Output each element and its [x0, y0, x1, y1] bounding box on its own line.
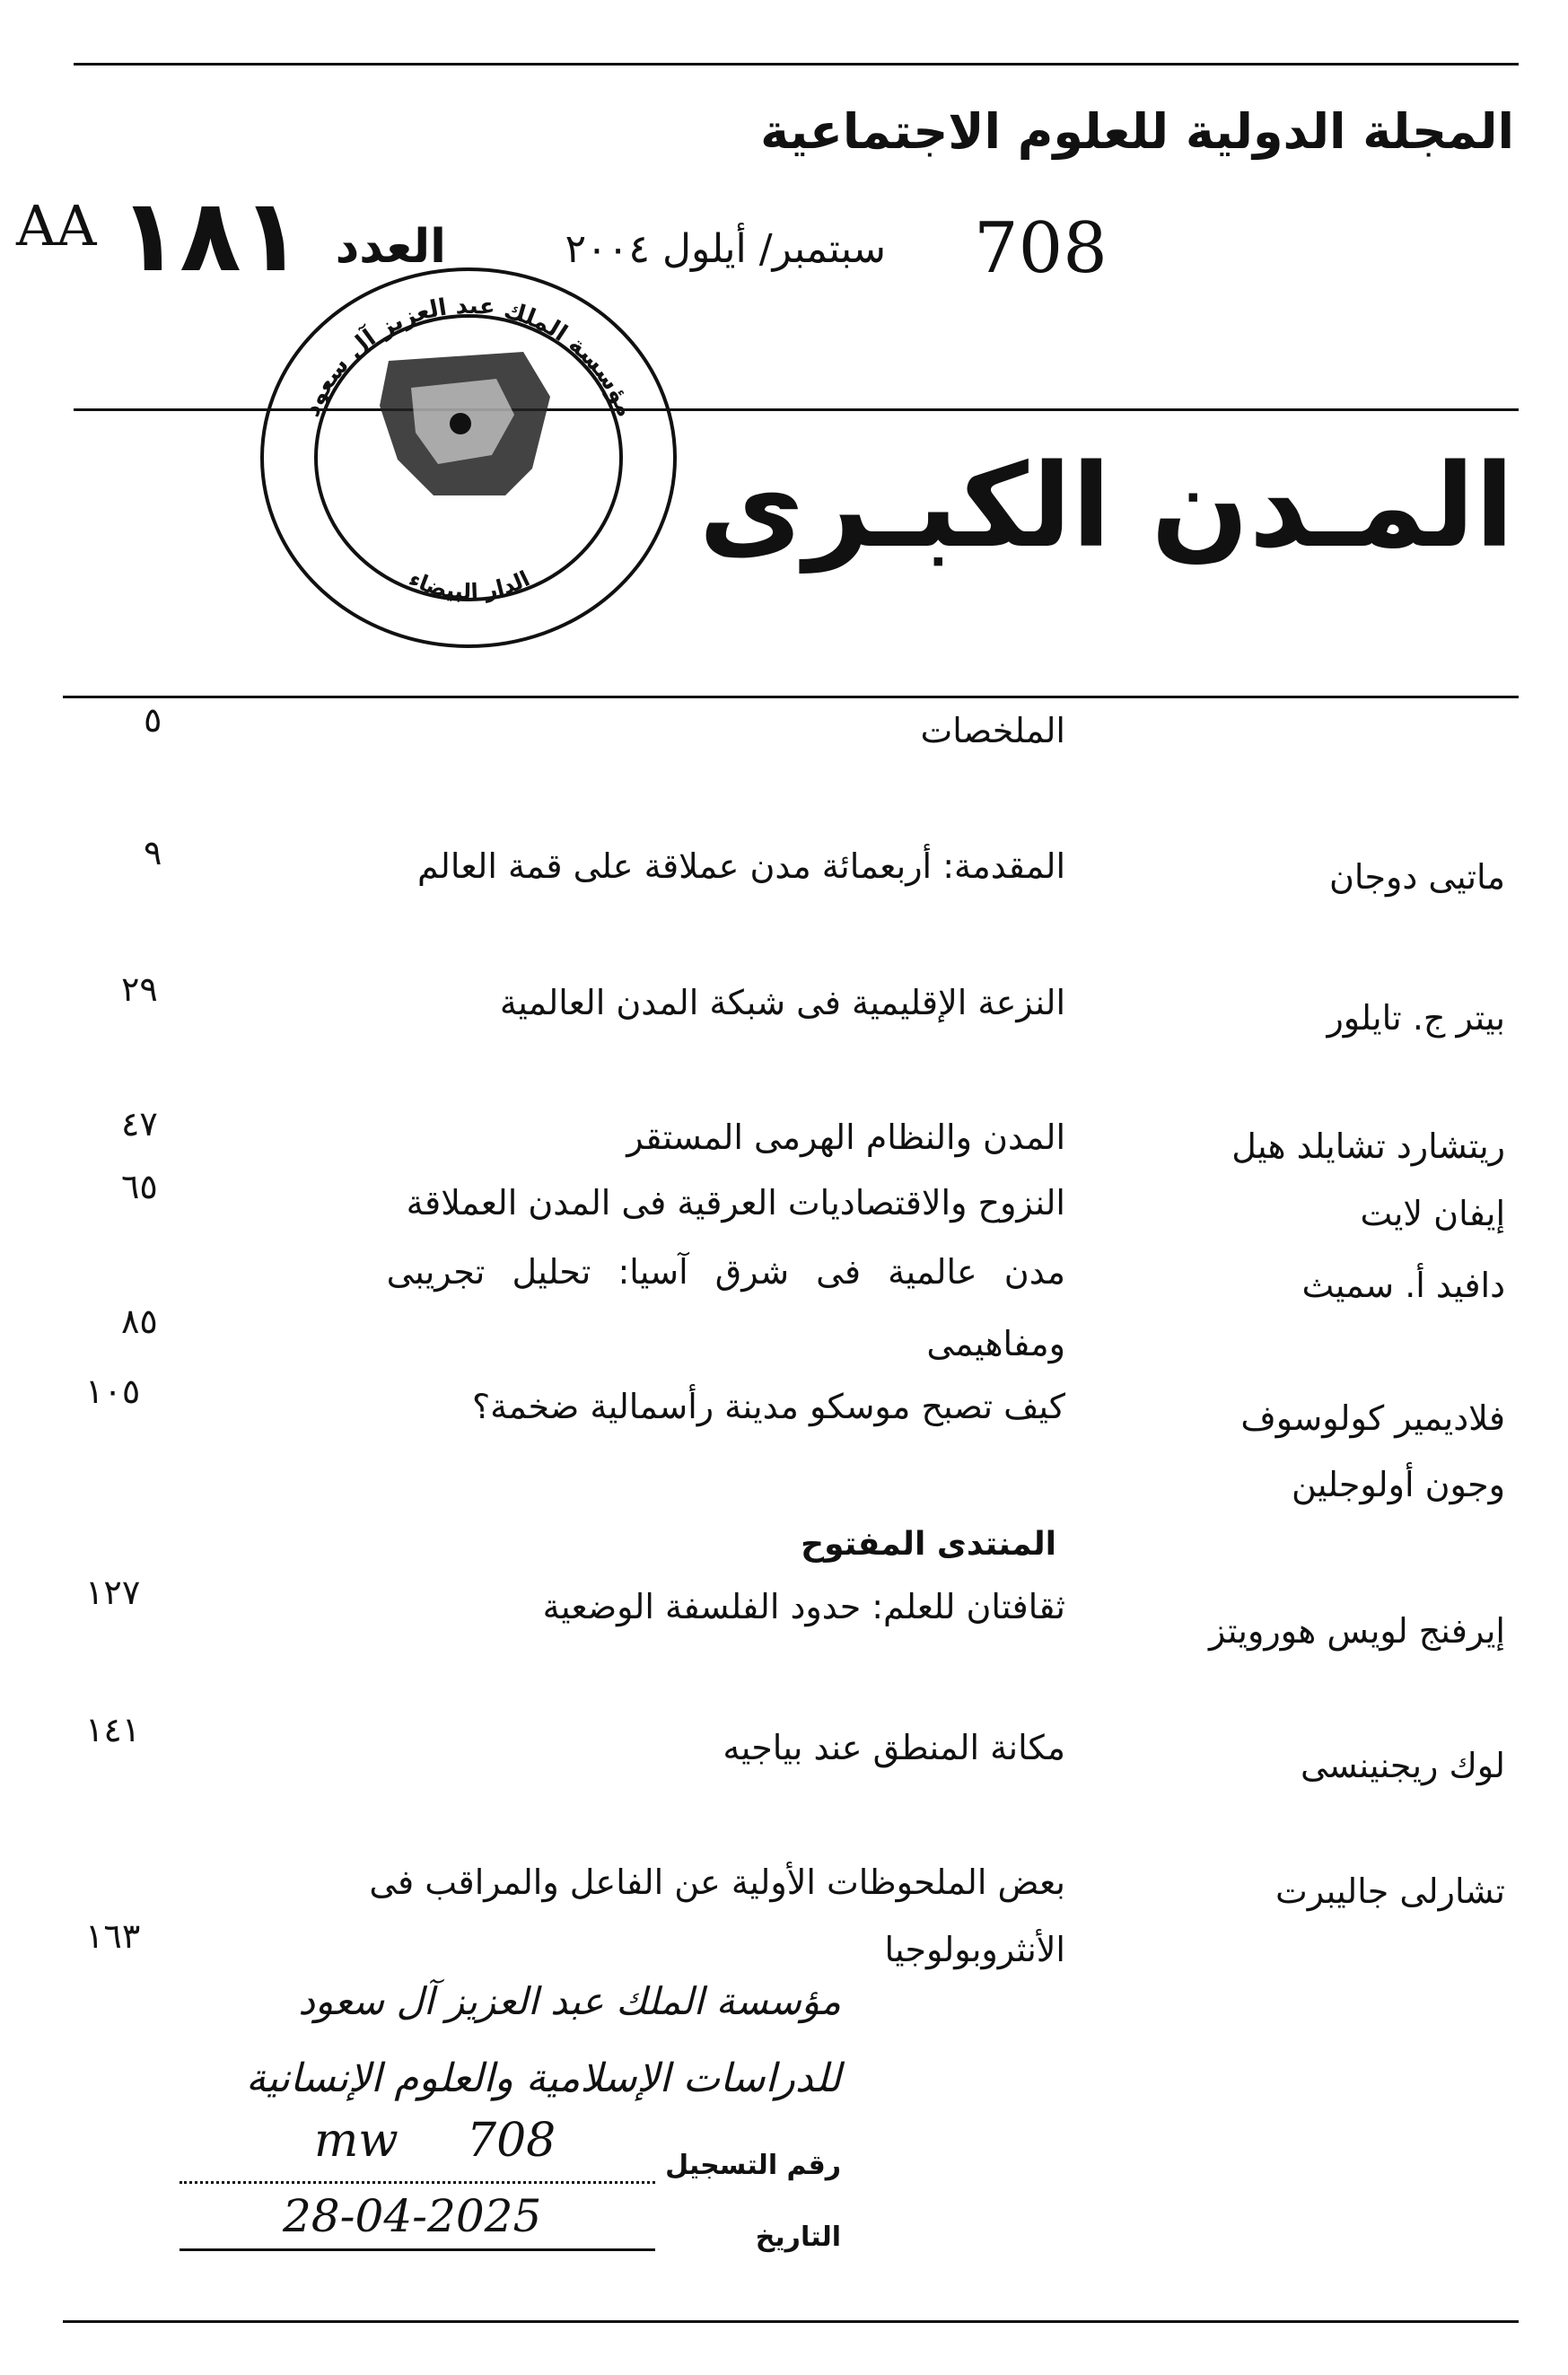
toc-title: المقدمة: أربعمائة مدن عملاقة على قمة العالم [417, 846, 1065, 886]
toc-title: مكانة المنطق عند بياجيه [723, 1728, 1065, 1767]
library-stamp [254, 262, 683, 653]
toc-author: ريتشارد تشايلد هيل [1231, 1126, 1505, 1166]
registration-number-value: 708 [467, 2114, 556, 2168]
registration-date-underline [180, 2248, 655, 2251]
toc-author-line2: وجون أولوجلين [1291, 1465, 1505, 1504]
toc-title: النزوح والاقتصاديات العرقية فى المدن العملاقة [406, 1183, 1065, 1223]
title-rule [63, 696, 1519, 698]
issue-date: سبتمبر/ أيلول ٢٠٠٤ [565, 226, 886, 272]
handwritten-issue-number: AA [16, 193, 97, 259]
toc-page: ٨٥ [121, 1301, 158, 1341]
stamp-bottom-text: الدار البيضاء [405, 565, 534, 605]
toc-page: ٥ [144, 700, 162, 740]
toc-page: ١٤١ [85, 1710, 141, 1749]
map-emblem-icon [380, 352, 550, 495]
registration-date-value: 28-04-2025 [283, 2190, 542, 2242]
toc-title: النزعة الإقليمية فى شبكة المدن العالمية [499, 983, 1065, 1022]
journal-title: المجلة الدولية للعلوم الاجتماعية [760, 103, 1514, 160]
toc-page: ١٠٥ [85, 1372, 141, 1411]
bottom-rule [63, 2320, 1519, 2323]
toc-title-abstracts: الملخصات [920, 711, 1065, 750]
toc-author: ماتيى دوجان [1329, 857, 1505, 897]
registration-institution: مؤسسة الملك عبد العزيز آل سعود [298, 1979, 841, 2023]
registration-institute-line2: للدراسات الإسلامية والعلوم الإنسانية [245, 2055, 841, 2101]
toc-page: ٦٥ [121, 1167, 158, 1206]
toc-title-line2: الأنثروبولوجيا [884, 1930, 1065, 1969]
toc-author: تشارلى جاليبرت [1275, 1871, 1505, 1911]
toc-title-line2: ومفاهيمى [926, 1324, 1065, 1363]
issue-label: العدد [335, 220, 446, 274]
toc-author: إيفان لايت [1360, 1194, 1505, 1233]
toc-author: دافيد أ. سميث [1301, 1266, 1505, 1305]
toc-page: ٤٧ [121, 1104, 158, 1144]
top-rule [74, 63, 1519, 66]
handwritten-code: 708 [974, 208, 1108, 289]
toc-page: ٩ [144, 833, 162, 872]
toc-page: ٢٩ [121, 969, 158, 1009]
toc-title: مدن عالمية فى شرق آسيا: تحليل تجريبى [386, 1252, 1065, 1292]
main-title: المـدن الكبـرى [698, 440, 1514, 574]
stamp-outer-text: مؤسسة الملك عبد العزيز آل سعود [297, 292, 640, 421]
registration-underline [180, 2181, 655, 2184]
toc-page: ١٢٧ [85, 1573, 141, 1612]
toc-title: المدن والنظام الهرمى المستقر [626, 1117, 1065, 1157]
toc-author: إيرفنج لويس هورويتز [1208, 1611, 1505, 1651]
issue-number: ١٨١ [118, 178, 302, 294]
registration-date-label: التاريخ [755, 2222, 841, 2253]
toc-author: لوك ريجنينسى [1300, 1746, 1505, 1785]
toc-page: ١٦٣ [85, 1916, 141, 1956]
toc-author: فلاديمير كولوسوف [1240, 1398, 1505, 1438]
open-forum-heading: المنتدى المفتوح [801, 1526, 1056, 1563]
toc-title: بعض الملحوظات الأولية عن الفاعل والمراقب فى [369, 1862, 1065, 1902]
toc-title: كيف تصبح موسكو مدينة رأسمالية ضخمة؟ [472, 1387, 1065, 1426]
svg-text:الدار البيضاء [405, 566, 533, 605]
toc-author: بيتر ج. تايلور [1327, 998, 1505, 1038]
registration-number-label: رقم التسجيل [665, 2150, 841, 2181]
toc-title: ثقافتان للعلم: حدود الفلسفة الوضعية [542, 1587, 1065, 1626]
handwritten-initials: mw [314, 2114, 399, 2168]
